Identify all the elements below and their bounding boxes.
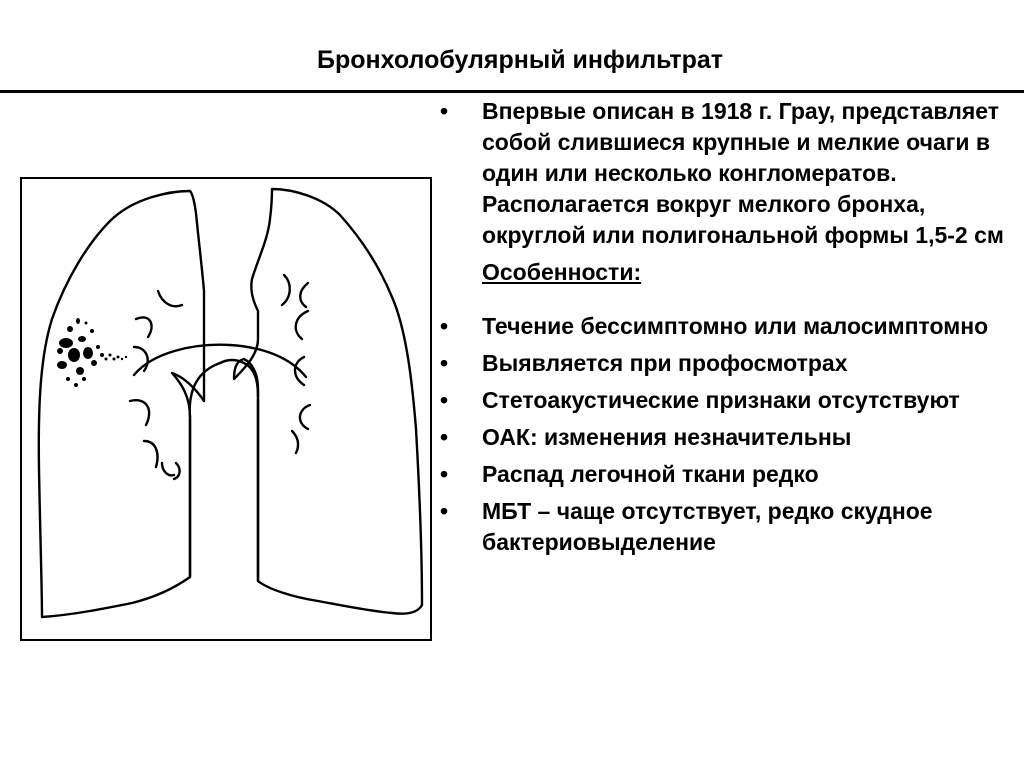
hilar-arch [134,345,306,377]
feature-item [436,348,1024,379]
features-heading: Особенности: [482,259,642,285]
left-bronchus-1 [158,291,182,306]
title-divider [0,90,1024,93]
feature-text: Распад легочной ткани редко [482,461,819,487]
bullet-marker: • [440,98,449,124]
bullet-marker: • [440,350,449,376]
bullet-marker: • [440,313,449,339]
feature-item [436,422,1024,453]
text-block [436,96,1024,558]
infiltrate-focus [57,318,127,387]
trachea-inner [190,399,258,581]
bullet-marker: • [440,387,449,413]
feature-item [436,459,1024,490]
intro-item [436,96,1024,251]
left-bronchus-2 [136,317,152,337]
right-bronchus-2 [300,283,308,307]
slide-title: Бронхолобулярный инфильтрат [317,46,723,74]
lung-diagram [20,177,432,641]
feature-item [436,496,1024,558]
feature-text: ОАК: изменения незначительны [482,424,852,450]
left-bronchus-5 [144,441,158,467]
intro-text: Впервые описан в 1918 г. Грау, представляет собой слившиеся крупные и мелкие очаги в один или несколько конгломератов. Располагается вокруг мелкого бронха, округлой или полигональной формы 1,5-2 см [482,98,1004,248]
right-bronchus-5 [300,405,310,429]
bullet-marker: • [440,424,449,450]
bullet-marker: • [440,498,449,524]
trachea-shape [190,360,258,417]
bullet-marker: • [440,461,449,487]
feature-text: Выявляется при профосмотрах [482,350,848,376]
feature-item [436,311,1024,342]
feature-item [436,385,1024,416]
right-bronchus-1 [282,275,290,305]
left-bronchus-4 [130,400,149,425]
feature-text: Стетоакустические признаки отсутствуют [482,387,960,413]
left-bronchus-7 [174,463,180,479]
feature-text: МБТ – чаще отсутствует, редко скудное бактериовыделение [482,498,933,555]
right-lung-outline [234,189,422,614]
lung-drawing [22,179,434,643]
feature-text: Течение бессимптомно или малосимптомно [482,313,989,339]
right-bronchus-6 [292,431,298,453]
left-lung-outline [39,191,204,617]
left-bronchus-6 [162,463,174,475]
right-bronchus-3 [296,311,308,339]
